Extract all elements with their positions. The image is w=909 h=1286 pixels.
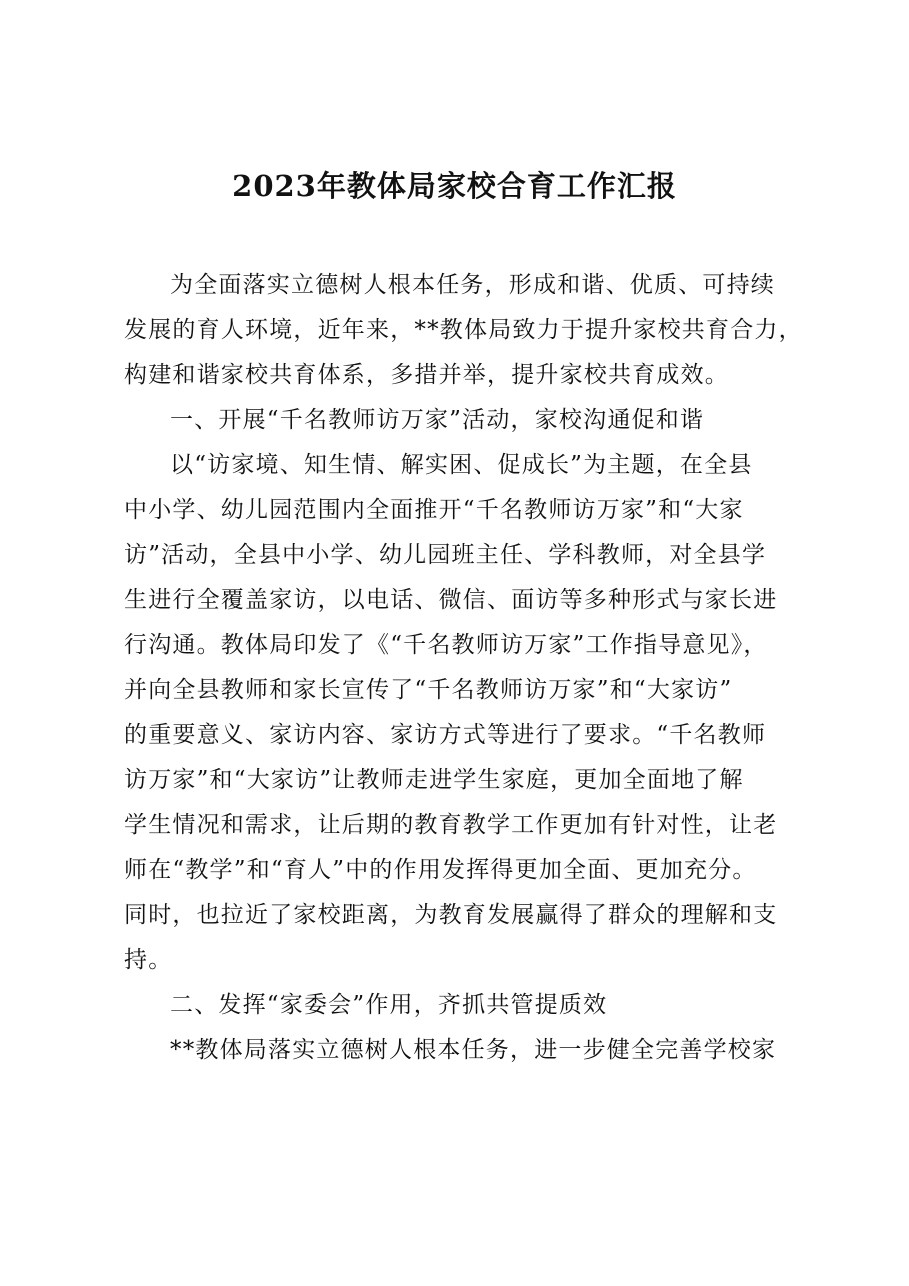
section-heading-2: 二、发挥“家委会”作用，齐抓共管提质效 [170, 992, 608, 1018]
section-heading-1: 一、开展“千名教师访万家”活动，家校沟通促和谐 [170, 407, 705, 433]
paragraph-line: 访”活动，全县中小学、幼儿园班主任、学科教师，对全县学 [124, 542, 767, 568]
paragraph-line: 并向全县教师和家长宣传了“千名教师访万家”和“大家访” [124, 677, 733, 703]
paragraph-line: 师在“教学”和“育人”中的作用发挥得更加全面、更加充分。 [124, 857, 757, 883]
paragraph-line: 以“访家境、知生情、解实困、促成长”为主题，在全县 [170, 452, 753, 478]
paragraph-line: 中小学、幼儿园范围内全面推开“千名教师访万家”和“大家 [124, 497, 744, 523]
paragraph-line: 行沟通。教体局印发了《“千名教师访万家”工作指导意见》， [124, 632, 768, 658]
paragraph-line: 同时，也拉近了家校距离，为教育发展赢得了群众的理解和支 [124, 902, 778, 928]
paragraph-line: 为全面落实立德树人根本任务，形成和谐、优质、可持续 [170, 272, 775, 298]
paragraph-line: 生进行全覆盖家访，以电话、微信、面访等多种形式与家长进 [124, 587, 778, 613]
paragraph-line: 的重要意义、家访内容、家访方式等进行了要求。“千名教师 [124, 722, 767, 748]
paragraph-line: **教体局落实立德树人根本任务，进一步健全完善学校家 [170, 1037, 777, 1063]
document-body [124, 263, 803, 1073]
paragraph-line: 持。 [124, 947, 173, 973]
document-title: 2023年教体局家校合育工作汇报 [232, 169, 677, 203]
paragraph-line: 构建和谐家校共育体系，多措并举，提升家校共育成效。 [124, 362, 729, 388]
paragraph-line: 访万家”和“大家访”让教师走进学生家庭，更加全面地了解 [124, 767, 744, 793]
paragraph-line: 发展的育人环境，近年来，**教体局致力于提升家校共育合力， [124, 317, 803, 343]
paragraph-line: 学生情况和需求，让后期的教育教学工作更加有针对性，让老 [124, 812, 778, 838]
